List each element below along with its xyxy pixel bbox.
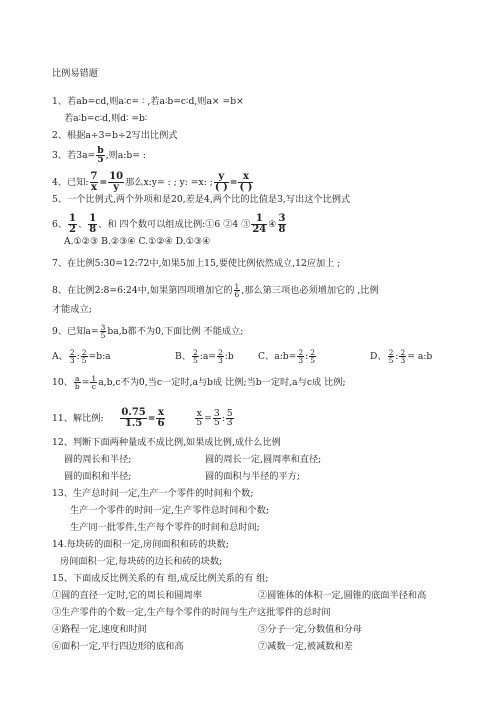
question-10: 10、 $\frac{a}{b}$ = $\frac{1}{c}$ a,b,c不为0,当c一定时,a与b成 比例;当b一定时,a与c成 比例; [52, 374, 346, 391]
question-15-option-1: ①圆的直径一定时,它的周长和圆周率 [52, 590, 202, 601]
question-9-option-d: D、 $\frac{2}{5}$ : $\frac{2}{3}$ = a:b [370, 348, 433, 365]
question-15-option-7: ⑦减数一定,被减数和差 [258, 641, 353, 652]
question-12-item-3: 圆的面积和半径; [64, 471, 132, 482]
question-12-heading: 12、判断下面两种量成不成比例,如果成比例,成什么比例 [52, 437, 281, 448]
worksheet-title: 比例易错题 [52, 68, 98, 79]
question-13-heading: 13、生产总时间一定,生产一个零件的时间和个数; [52, 488, 254, 499]
question-2: 2、根据a÷3=b÷2写出比例式 [52, 130, 178, 141]
question-9-option-a: A、 $\frac{2}{3}$ : $\frac{2}{5}$ =b:a [52, 348, 111, 365]
question-5: 5、一个比例式,两个外项和是20,差是4,两个比的比值是3,写出这个比例式 [52, 194, 351, 205]
question-13-item-1: 生产一个零件的时间一定,生产零件总时间和个数; [70, 505, 269, 516]
question-14-item-1: 房间面积一定,每块砖的边长和砖的块数; [60, 556, 223, 567]
question-11: 11、解比例: $\frac{0.75}{1.5}$ = $\frac{x}{6}$ $\frac{x}{5}$ = $\frac{3}{5}$ : $\frac{5}{3}$ [52, 407, 233, 429]
question-13-item-2: 生产同一批零件,生产每个零件的时间和总时间; [70, 522, 260, 533]
question-15-option-3: ③生产零件的个数一定,生产每个零件的时间与生产这批零件的总时间 [52, 607, 331, 618]
question-8: 8、在比例2:8=6:24中,如果第四项增加它的 $\frac{1}{6}$ ,那么第三项也必须增加它的 ,比例 [52, 282, 379, 299]
question-1-line-1: 1、若ab=cd,则a∶c= ∶ ,若a∶b=c∶d,则a× =b× [52, 96, 244, 107]
question-15-option-5: ⑤分子一定,分数值和分母 [258, 624, 362, 635]
question-12-item-4: 圆的面积与半径的平方; [205, 471, 300, 482]
question-12-item-2: 圆的周长一定,圆周率和直径; [205, 454, 322, 465]
question-15-option-2: ②圆锥体的体积一定,圆锥的底面半径和高 [258, 590, 427, 601]
question-7: 7、在比例5:30=12:72中,如果5加上15,要使比例依然成立,12应加上 ; [52, 258, 341, 269]
fraction-b-over-5: $\frac{b}{5}$ [97, 145, 104, 165]
question-15-option-4: ④路程一定,速度和时间 [52, 624, 147, 635]
question-12-item-1: 圆的周长和半径; [64, 454, 132, 465]
question-9-option-b: B、 $\frac{2}{5}$ :a= $\frac{2}{3}$ :b [175, 348, 234, 365]
question-3: 3、若3a= $\frac{b}{5}$ ,则a:b= : [52, 145, 146, 165]
question-15-heading: 15、下面成反比例关系的有 组,成反比例关系的有 组; [52, 573, 269, 584]
question-8-line-2: 才能成立; [52, 304, 92, 315]
question-6: 6、 $\frac{1}{2}$ 、 $\frac{1}{8}$ 、和 四个数可以组成比例:①6 ②4 ③ $\frac{1}{24}$ ④ $\frac{3}{8}$ [52, 213, 286, 235]
question-6-options: A.①②③ B.②③④ C.①②④ D.①③④ [64, 236, 211, 247]
question-1-line-2: 若a∶b=c∶d,则d∶ =b∶ [64, 113, 148, 124]
question-9: 9、已知a= $\frac{3}{5}$ ba,b都不为0,下面比例 不能成立; [52, 323, 244, 340]
question-14-heading: 14.每块砖的面积一定,房间面积和砖的块数; [52, 539, 229, 550]
question-4: 4、已知: $\frac{7}{x}$ = $\frac{10}{y}$ 那么x:y= : ; y: =x: ; $\frac{y}{( )}$ = $\frac{x}{( )}$ [52, 171, 253, 193]
question-15-option-6: ⑥面积一定,平行四边形的底和高 [52, 641, 184, 652]
question-9-option-c: C、a:b= $\frac{2}{3}$ : $\frac{2}{5}$ [258, 348, 316, 365]
